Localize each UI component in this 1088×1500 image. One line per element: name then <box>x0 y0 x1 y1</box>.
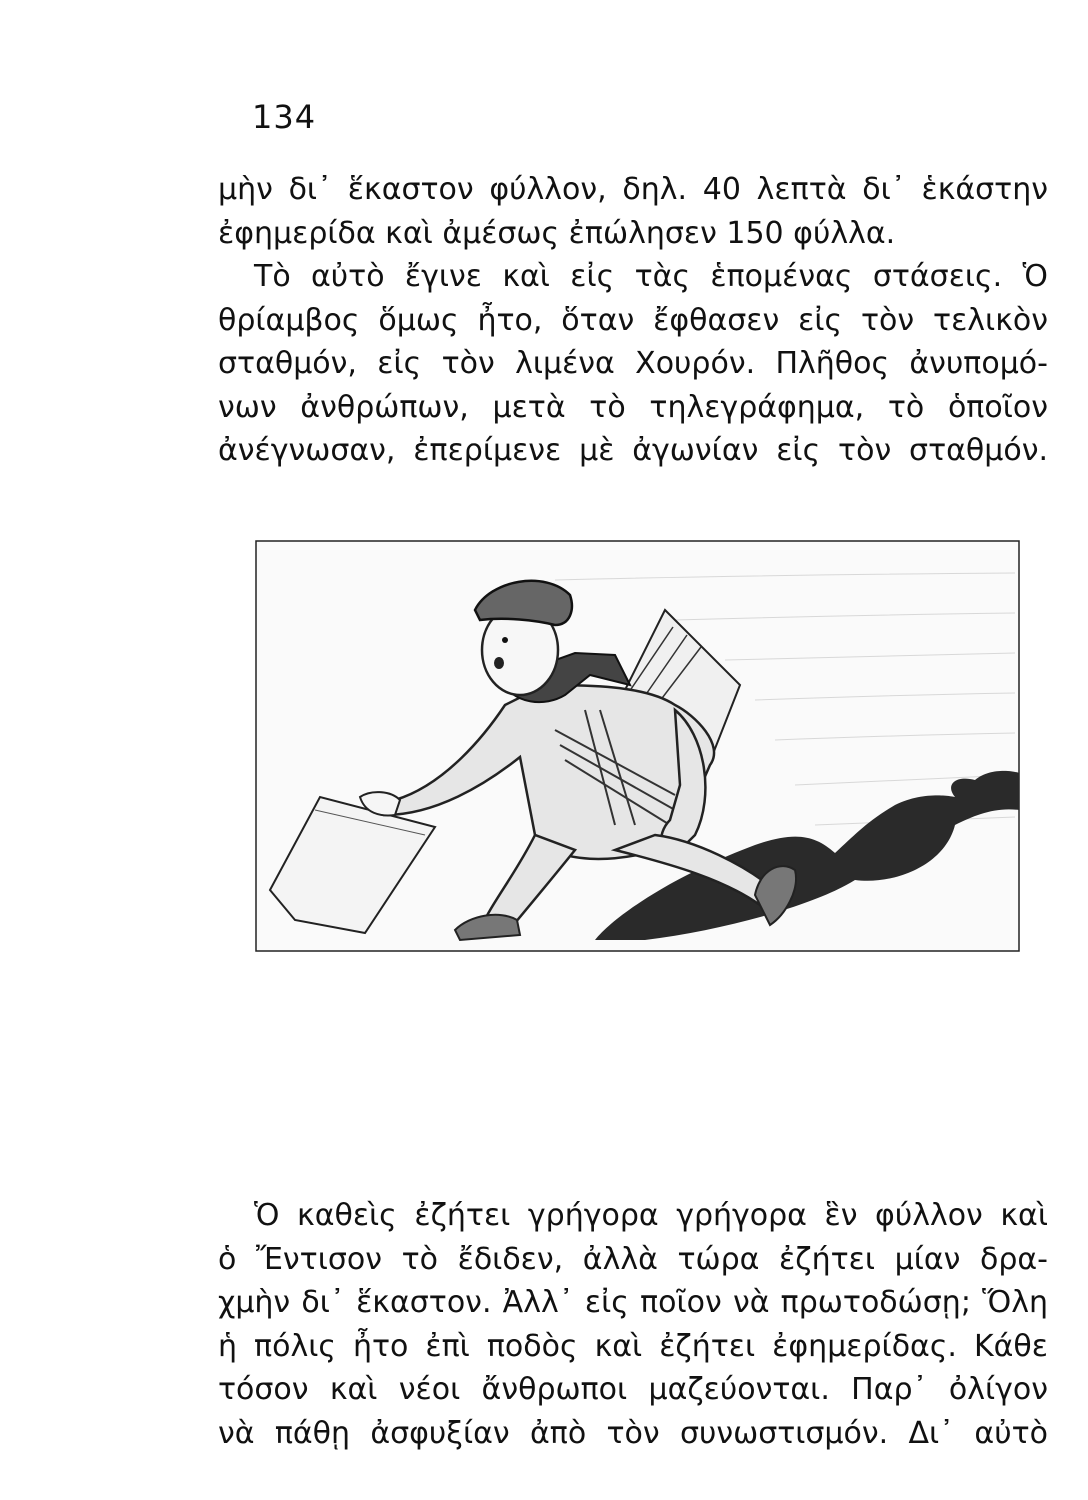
newsboy-illustration <box>255 535 1020 955</box>
text-line: ἡ πόλις ἦτο ἐπὶ ποδὸς καὶ ἐζήτει ἐφημερίδας. Κάθε <box>218 1328 1048 1364</box>
top-paragraphs <box>218 168 1048 473</box>
text-line: ἀνέγνωσαν, ἐπερίμενε μὲ ἀγωνίαν εἰς τὸν σταθμόν. <box>218 433 1048 468</box>
text-line: ὁ Ἔντισον τὸ ἔδιδεν, ἀλλὰ τώρα ἐζήτει μίαν δρα- <box>218 1241 1048 1277</box>
text-line: Ὁ καθεὶς ἐζήτει γρήγορα γρήγορα ἓν φύλλον καὶ <box>254 1198 1048 1233</box>
newsboy-eye <box>502 637 508 643</box>
text-line: ἐφημερίδα καὶ ἀμέσως ἐπώλησεν 150 φύλλα. <box>218 215 896 251</box>
page-number: 134 <box>252 98 317 136</box>
text-line: θρίαμβος ὅμως ἦτο, ὅταν ἔφθασεν εἰς τὸν τελικὸν <box>218 302 1048 338</box>
text-line: χμὴν δι᾽ ἕκαστον. Ἀλλ᾽ εἰς ποῖον νὰ πρωτοδώσῃ; Ὅλη <box>218 1285 1048 1320</box>
bottom-paragraphs <box>218 1194 1048 1455</box>
text-line: σταθμόν, εἰς τὸν λιμένα Χουρόν. Πλῆθος ἀνυπομό- <box>218 346 1048 381</box>
text-line: Τὸ αὐτὸ ἔγινε καὶ εἰς τὰς ἑπομένας στάσεις. Ὁ <box>254 259 1048 294</box>
text-line: νὰ πάθῃ ἀσφυξίαν ἀπὸ τὸν συνωστισμόν. Δι᾽ αὐτὸ <box>218 1415 1048 1451</box>
text-line: μὴν δι᾽ ἕκαστον φύλλον, δηλ. 40 λεπτὰ δι᾽ ἑκάστην <box>218 172 1048 207</box>
text-line: τόσον καὶ νέοι ἄνθρωποι μαζεύονται. Παρ᾽ ὀλίγον <box>218 1372 1048 1407</box>
text-line: νων ἀνθρώπων, μετὰ τὸ τηλεγράφημα, τὸ ὁποῖον <box>218 389 1048 425</box>
newsboy-mouth <box>494 657 504 669</box>
